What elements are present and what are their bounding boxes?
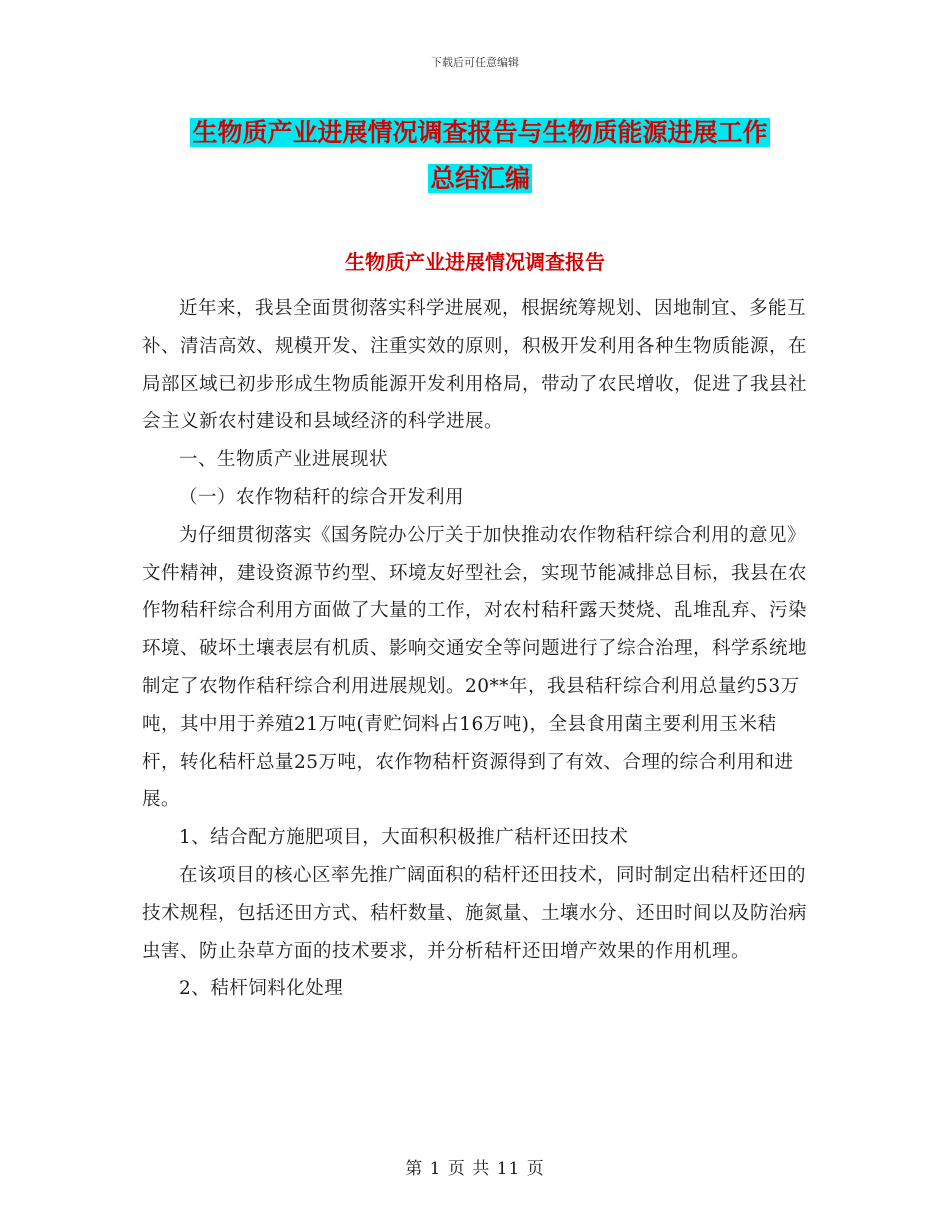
document-body [142,290,810,1008]
document-title [140,110,820,202]
document-title-line2: 总结汇编 [429,164,530,193]
paragraph: 2、秸杆饲料化处理 [179,978,344,1000]
header-note: 下载后可任意编辑 [431,56,519,69]
paragraph: 在该项目的核心区率先推广阔面积的秸杆还田技术，同时制定出秸杆还田的技术规程，包括还田方式、秸杆数量、施氮量、土壤水分、还田时间以及防治病虫害、防止杂草方面的技术要求，并分析秸杆还田增产效果的作用机理。 [142,864,808,962]
section-title: 生物质产业进展情况调查报告 [345,250,605,274]
paragraph: 为仔细贯彻落实《国务院办公厅关于加快推动农作物秸秆综合利用的意见》文件精神，建设资源节约型、环境友好型社会，实现节能减排总目标，我县在农作物秸秆综合利用方面做了大量的工作，对农村秸秆露天焚烧、乱堆乱弃、污染环境、破坏土壤表层有机质、影响交通安全等问题进行了综合治理，科学系统地制定了农物作秸秆综合利用进展规划。20**年，我县秸秆综合利用总量约53万吨，其中用于养殖21万吨(青贮饲料占16万吨)，全县食用菌主要利用玉米秸杆，转化秸杆总量25万吨，农作物秸杆资源得到了有效、合理的综合利用和进展。 [142,524,808,811]
paragraph: 一、生物质产业进展现状 [179,449,389,471]
paragraph: （一）农作物秸秆的综合开发利用 [179,486,465,508]
paragraph: 近年来，我县全面贯彻落实科学进展观，根据统筹规划、因地制宜、多能互补、清洁高效、规模开发、注重实效的原则，积极开发利用各种生物质能源，在局部区域已初步形成生物质能源开发利用格局，带动了农民增收，促进了我县社会主义新农村建设和县域经济的科学进展。 [142,298,808,433]
page-number: 第 1 页 共 11 页 [405,1159,545,1179]
document-title-line1: 生物质产业进展情况调查报告与生物质能源进展工作 [192,118,768,147]
paragraph: 1、结合配方施肥项目，大面积积极推广秸杆还田技术 [179,827,629,849]
